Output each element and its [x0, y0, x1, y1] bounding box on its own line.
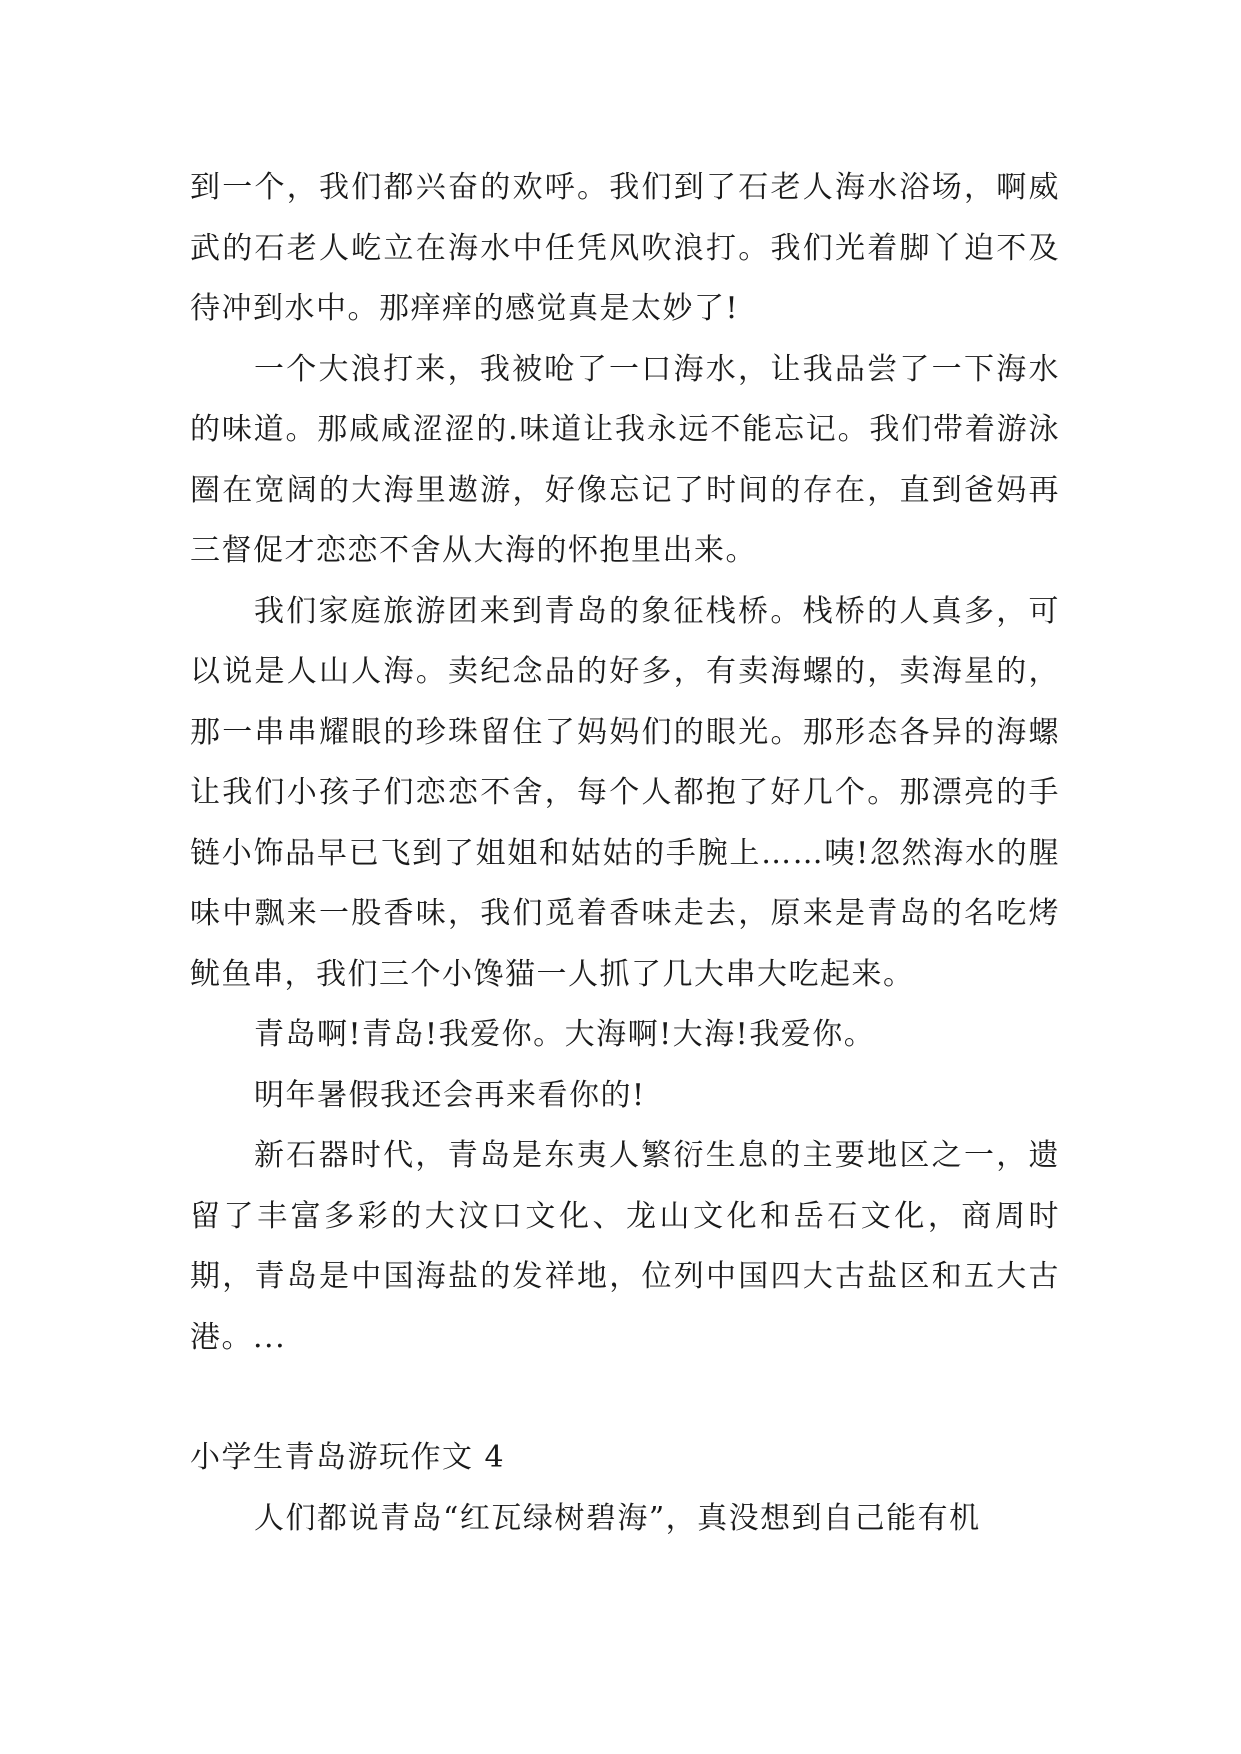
paragraph-intro: 人们都说青岛“红瓦绿树碧海”，真没想到自己能有机 [254, 1500, 981, 1536]
paragraph-history: 新石器时代，青岛是东夷人繁衍生息的主要地区之一，遗留了丰富多彩的大汶口文化、龙山文化和岳石文化，商周时期，青岛是中国海盐的发祥地，位列中国四大古盐区和五大古港。... [190, 1138, 1060, 1355]
section-heading: 小学生青岛游玩作文 4 [190, 1440, 506, 1475]
paragraph-wave: 一个大浪打来，我被呛了一口海水，让我品尝了一下海水的味道。那咸咸涩涩的.味道让我永远不能忘记。我们带着游泳圈在宽阔的大海里遨游，好像忘记了时间的存在，直到爸妈再三督促才恋恋不舍从大海的怀抱里出来。 [190, 351, 1060, 568]
paragraph-love-qingdao: 青岛啊!青岛!我爱你。大海啊!大海!我爱你。 [254, 1017, 876, 1052]
paragraph-zhanqiao: 我们家庭旅游团来到青岛的象征栈桥。栈桥的人真多，可以说是人山人海。卖纪念品的好多，有卖海螺的，卖海星的，那一串串耀眼的珍珠留住了妈妈们的眼光。那形态各异的海螺让我们小孩子们恋恋不舍，每个人都抱了好几个。那漂亮的手链小饰品早已飞到了姐姐和姑姑的手腕上……咦!忽然海水的腥味中飘来一股香味，我们觅着香味走去，原来是青岛的名吃烤鱿鱼串，我们三个小馋猫一人抓了几大串大吃起来。 [190, 593, 1060, 992]
paragraph-continued: 到一个，我们都兴奋的欢呼。我们到了石老人海水浴场，啊威武的石老人屹立在海水中任凭风吹浪打。我们光着脚丫迫不及待冲到水中。那痒痒的感觉真是太妙了! [190, 170, 1060, 326]
document-body [190, 158, 1060, 1549]
paragraph-next-year: 明年暑假我还会再来看你的! [254, 1077, 646, 1113]
